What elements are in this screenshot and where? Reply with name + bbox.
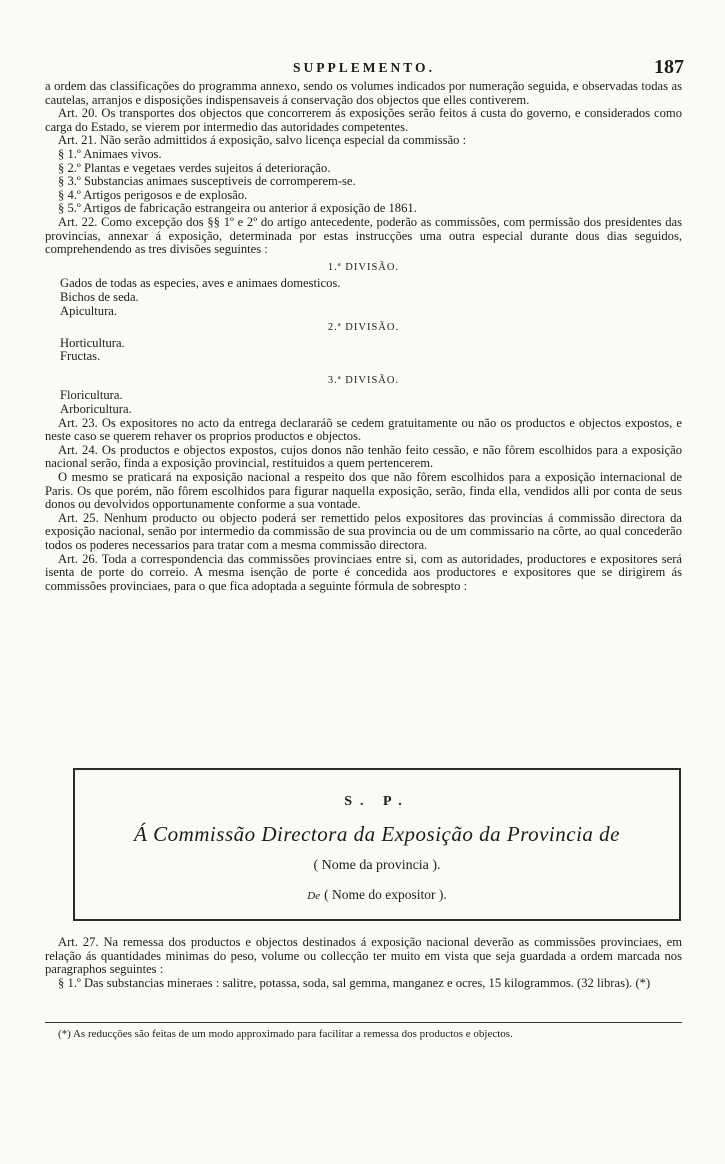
division-1-heading: 1.ª DIVISÃO. bbox=[327, 261, 400, 273]
division-item: Bichos de seda. bbox=[60, 289, 139, 304]
article-21: Art. 21. Não serão admittidos á exposição, salvo licença especial da commissão : bbox=[58, 133, 467, 148]
article-26: Art. 26. Toda a correspondencia das commissões provinciaes entre si, com as autoridades, productores e expositores será isenta de porte do correio. A mesma isenção de porte é concedida aos productores e expositores que se dirigirem ás commissões provinciaes, para o que fica adoptada a seguinte fórmula de sobrespto : bbox=[45, 551, 682, 593]
page-header bbox=[44, 58, 684, 80]
page-number: 187 bbox=[654, 56, 684, 78]
paragraph-paris: O mesmo se praticará na exposição nacional a respeito dos que não fôrem escolhidos para a exposição internacional de Paris. Os que porém, não fôrem escolhidos para figurar naquella exposição, serão, finda ella, vendidos alli por conta de seus donos ou devolvidos opportunamente conforme a sua vontade. bbox=[45, 470, 682, 512]
article-27: Art. 27. Na remessa dos productos e objectos destinados á exposição nacional deverão as commissões provinciaes, em relação ás quantidades minimas do peso, volume ou collecção ter muito em vista que seja guardada a ordem marcada nos paragraphos seguintes : bbox=[45, 935, 682, 977]
form-exhibitor: ( Nome do expositor ). bbox=[324, 887, 447, 902]
division-3-heading: 3.ª DIVISÃO. bbox=[327, 374, 400, 386]
section-item: § 3.º Substancias animaes susceptiveis de corromperem-se. bbox=[58, 174, 356, 189]
article-20: Art. 20. Os transportes dos objectos que concorrerem ás exposições serão feitos á custa do governo, e considerados como carga do Estado, se vierem por intermedio das autoridades competentes. bbox=[45, 106, 682, 134]
form-address: Á Commissão Directora da Exposição da Provincia de bbox=[134, 822, 620, 846]
article-23: Art. 23. Os expositores no acto da entrega declararáõ se cedem gratuitamente ou não os productos e objectos expostos, e neste caso se querem rehaver os proprios productos e objectos. bbox=[45, 415, 682, 444]
form-de-prefix: De bbox=[307, 890, 321, 902]
division-item: Gados de todas as especies, aves e animaes domesticos. bbox=[60, 276, 341, 291]
division-2-heading: 2.ª DIVISÃO. bbox=[327, 322, 400, 334]
form-exhibitor-line bbox=[75, 887, 679, 903]
division-item: Horticultura. bbox=[60, 335, 125, 350]
article-25: Art. 25. Nenhum producto ou objecto poderá ser remettido pelos expositores das provincias á commissão directora da exposição nacional, senão por intermedio da commissão de sua provincia ou de um commissario na côrte, ao qual concederão todos os poderes necessarios para tratar com a mesma commissão directora. bbox=[45, 510, 682, 552]
body-text-bottom bbox=[45, 936, 682, 990]
footnote: (*) As reducções são feitas de um modo approximado para facilitar a remessa dos productos e objectos. bbox=[58, 1028, 513, 1040]
section-item: § 4.º Artigos perigosos e de explosão. bbox=[58, 187, 248, 202]
division-item: Floricultura. bbox=[60, 388, 123, 403]
form-province: ( Nome da provincia ). bbox=[313, 858, 441, 873]
envelope-form-box bbox=[73, 768, 681, 921]
body-text-top bbox=[45, 80, 682, 593]
article-22: Art. 22. Como excepção dos §§ 1º e 2º do artigo antecedente, poderão as commissões, com permissão dos presidentes das provincias, annexar á exposição, determinada por estas instrucções uma outra especial durante dous dias seguidos, comprehendendo as tres divisões seguintes : bbox=[45, 214, 682, 257]
section-item: § 1.º Animaes vivos. bbox=[58, 146, 162, 161]
form-sp: S. P. bbox=[344, 794, 410, 809]
section-item: § 1.º Das substancias mineraes : salitre, potassa, soda, sal gemma, manganez e ocres, 15 kilogrammos. (32 libras). (*) bbox=[58, 975, 651, 990]
division-item: Arboricultura. bbox=[60, 402, 132, 417]
article-24: Art. 24. Os productos e objectos expostos, cujos donos não tenhão feito cessão, e não fôrem escolhidos para a exposição nacional serão, finda a exposição provincial, restituidos a quem pertencerem. bbox=[45, 442, 682, 471]
division-item: Fructas. bbox=[60, 349, 101, 364]
section-item: § 5.º Artigos de fabricação estrangeira ou anterior á exposição de 1861. bbox=[58, 201, 417, 216]
footnote-divider bbox=[45, 1022, 682, 1023]
paragraph-continuation: a ordem das classificações do programma annexo, sendo os volumes indicados por numeração seguida, e observadas todas as cautelas, arranjos e disposições indispensaveis á conservação dos objectos que elles contiverem. bbox=[45, 79, 682, 107]
section-item: § 2.º Plantas e vegetaes verdes sujeitos á deterioração. bbox=[58, 160, 331, 175]
running-title: SUPPLEMENTO. bbox=[293, 60, 435, 75]
division-item: Apicultura. bbox=[60, 303, 118, 318]
